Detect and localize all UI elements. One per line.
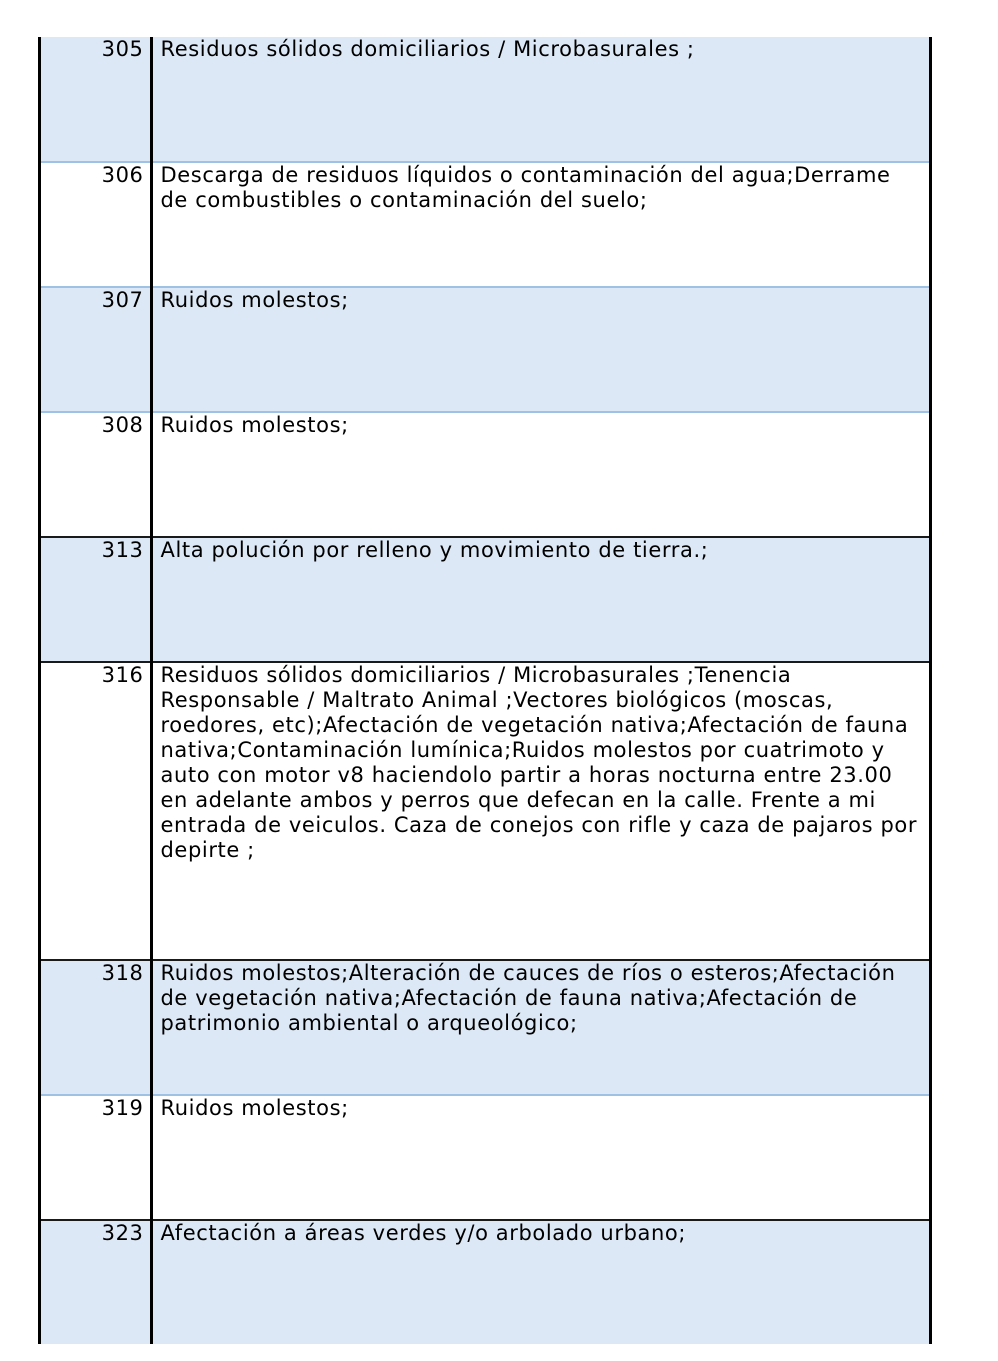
row-description: Ruidos molestos; — [151, 287, 929, 412]
row-id: 305 — [41, 37, 151, 162]
table-row — [41, 412, 929, 537]
row-id: 307 — [41, 287, 151, 412]
table-row — [41, 162, 929, 287]
row-id: 306 — [41, 162, 151, 287]
complaints-table — [41, 37, 929, 1344]
table-row — [41, 960, 929, 1095]
row-id: 313 — [41, 537, 151, 662]
row-id: 308 — [41, 412, 151, 537]
table-row — [41, 537, 929, 662]
complaints-table-sheet — [38, 37, 932, 1344]
row-id: 319 — [41, 1095, 151, 1220]
table-row — [41, 1095, 929, 1220]
row-description: Afectación a áreas verdes y/o arbolado urbano; — [151, 1220, 929, 1344]
row-description: Descarga de residuos líquidos o contaminación del agua;Derrame de combustibles o contaminación del suelo; — [151, 162, 929, 287]
table-row — [41, 287, 929, 412]
table-row — [41, 662, 929, 960]
row-description: Residuos sólidos domiciliarios / Microbasurales ; — [151, 37, 929, 162]
table-row — [41, 1220, 929, 1344]
row-id: 318 — [41, 960, 151, 1095]
row-description: Residuos sólidos domiciliarios / Microbasurales ;Tenencia Responsable / Maltrato Animal ;Vectores biológicos (moscas, roedores, etc);Afectación de vegetación nativa;Afectación de fauna nativa;Contaminación lumínica;Ruidos molestos por cuatrimoto y auto con motor v8 haciendolo partir a horas nocturna entre 23.00 en adelante ambos y perros que defecan en la calle. Frente a mi entrada de veiculos. Caza de conejos con rifle y caza de pajaros por depirte ; — [151, 662, 929, 960]
row-description: Ruidos molestos; — [151, 412, 929, 537]
row-description: Ruidos molestos;Alteración de cauces de ríos o esteros;Afectación de vegetación nativa;Afectación de fauna nativa;Afectación de patrimonio ambiental o arqueológico; — [151, 960, 929, 1095]
row-description: Ruidos molestos; — [151, 1095, 929, 1220]
row-id: 323 — [41, 1220, 151, 1344]
table-body — [41, 37, 929, 1344]
row-description: Alta polución por relleno y movimiento de tierra.; — [151, 537, 929, 662]
table-row — [41, 37, 929, 162]
row-id: 316 — [41, 662, 151, 960]
